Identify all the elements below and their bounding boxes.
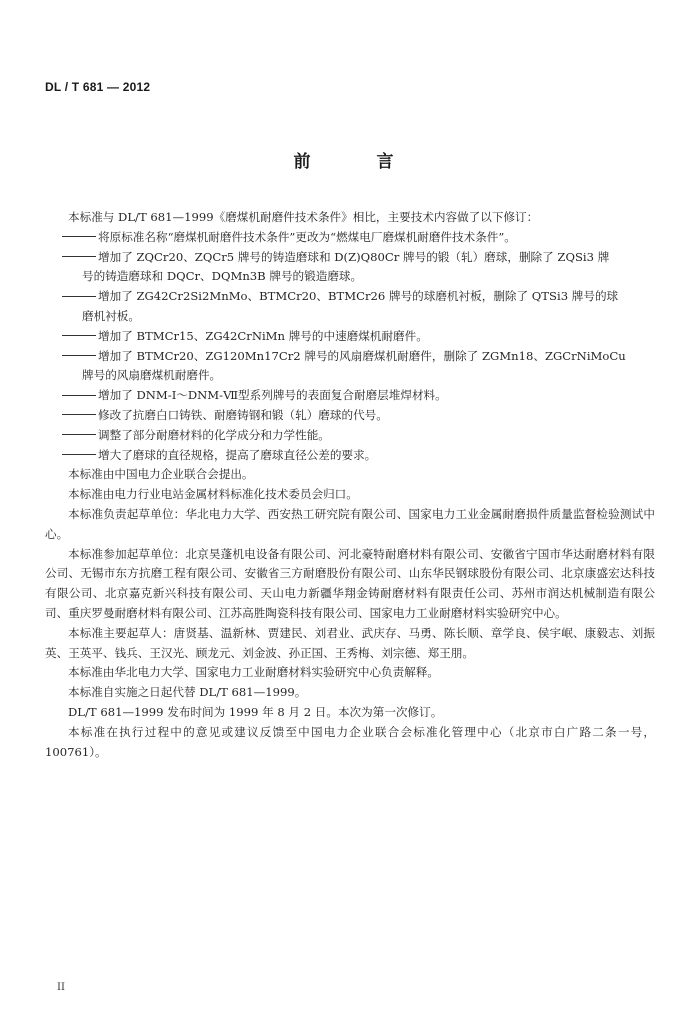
revision-item: [45, 426, 655, 446]
main-authors-paragraph: 本标准主要起草人：唐贤基、温新林、贾建民、刘君业、武庆存、马勇、陈长顺、章学良、侯宇岷、康毅志、刘振英、王英平、钱兵、王汉光、顾龙元、刘金波、孙正国、王秀梅、刘宗德、郑王朋。: [45, 625, 655, 660]
page-title: 前 言: [293, 152, 424, 172]
lead-drafters-paragraph: 本标准负责起草单位：华北电力大学、西安热工研究院有限公司、国家电力工业金属耐磨损件质量监督检验测试中心。: [45, 506, 655, 541]
interpretation-paragraph: 本标准由华北电力大学、国家电力工业耐磨材料实验研究中心负责解释。: [68, 665, 440, 680]
revision-text: 增加了 ZQCr20、ZQCr5 牌号的铸造磨球和 D(Z)Q80Cr 牌号的锻（轧）磨球，删除了 ZQSi3 牌: [98, 249, 610, 264]
document-body: [45, 208, 655, 762]
committee-paragraph: 本标准由电力行业电站金属材料标准化技术委员会归口。: [68, 487, 358, 502]
dash-marker: [62, 335, 96, 336]
revision-text: 增加了 DNM-Ⅰ～DNM-Ⅶ型系列牌号的表面复合耐磨层堆焊材料。: [98, 388, 447, 403]
dash-marker: [62, 296, 96, 297]
feedback-paragraph: 本标准在执行过程中的意见或建议反馈至中国电力企业联合会标准化管理中心（北京市白广路二条一号，100761）。: [45, 724, 655, 759]
revision-text: 增加了 ZG42Cr2Si2MnMo、BTMCr20、BTMCr26 牌号的球磨机衬板，删除了 QTSi3 牌号的球: [98, 289, 619, 304]
revision-item: [45, 347, 655, 387]
proposer-paragraph: 本标准由中国电力企业联合会提出。: [68, 467, 254, 482]
revision-text: 增加了 BTMCr15、ZG42CrNiMn 牌号的中速磨煤机耐磨件。: [98, 328, 428, 343]
dash-marker: [62, 236, 96, 237]
release-history-paragraph: DL/T 681—1999 发布时间为 1999 年 8 月 2 日。本次为第一次修订。: [68, 704, 443, 719]
revision-item: [45, 446, 655, 466]
revision-item: [45, 327, 655, 347]
standard-code-header: DL / T 681 — 2012: [45, 80, 151, 94]
dash-marker: [62, 414, 96, 415]
revision-text-continued: 号的铸造磨球和 DQCr、DQMn3B 牌号的锻造磨球。: [82, 269, 363, 284]
revision-item: [45, 386, 655, 406]
page-number: II: [57, 982, 65, 993]
dash-marker: [62, 355, 96, 356]
participating-drafters-paragraph: 本标准参加起草单位：北京昊蓬机电设备有限公司、河北豪特耐磨材料有限公司、安徽省宁国市华达耐磨材料有限公司、无锡市东方抗磨工程有限公司、安徽省三方耐磨股份有限公司、山东华民钢球股份有限公司、北京康盛宏达科技有限公司、北京嘉克新兴科技有限公司、天山电力新疆华翔金铸耐磨材料有限责任公司、苏州市润达机械制造有限公司、重庆罗曼耐磨材料有限公司、江苏高胜陶瓷科技有限公司、国家电力工业耐磨材料实验研究中心。: [45, 546, 655, 620]
revision-text: 将原标准名称“磨煤机耐磨件技术条件”更改为“燃煤电厂磨煤机耐磨件技术条件”。: [98, 229, 516, 244]
revision-item: [45, 228, 655, 248]
revision-text: 增大了磨球的直径规格，提高了磨球直径公差的要求。: [98, 447, 377, 462]
revision-text-continued: 牌号的风扇磨煤机耐磨件。: [82, 368, 222, 383]
dash-marker: [62, 256, 96, 257]
revision-item: [45, 248, 655, 288]
replacement-paragraph: 本标准自实施之日起代替 DL/T 681—1999。: [68, 685, 307, 700]
intro-paragraph: 本标准与 DL/T 681—1999《磨煤机耐磨件技术条件》相比，主要技术内容做了以下修订：: [68, 210, 539, 224]
revision-text-continued: 磨机衬板。: [82, 308, 140, 323]
dash-marker: [62, 454, 96, 455]
revision-item: [45, 287, 655, 327]
dash-marker: [62, 395, 96, 396]
revision-text: 修改了抗磨白口铸铁、耐磨铸钢和锻（轧）磨球的代号。: [98, 407, 388, 422]
revision-text: 增加了 BTMCr20、ZG120Mn17Cr2 牌号的风扇磨煤机耐磨件，删除了 ZGMn18、ZGCrNiMoCu: [98, 348, 626, 363]
dash-marker: [62, 434, 96, 435]
revision-item: [45, 406, 655, 426]
revision-text: 调整了部分耐磨材料的化学成分和力学性能。: [98, 427, 330, 442]
